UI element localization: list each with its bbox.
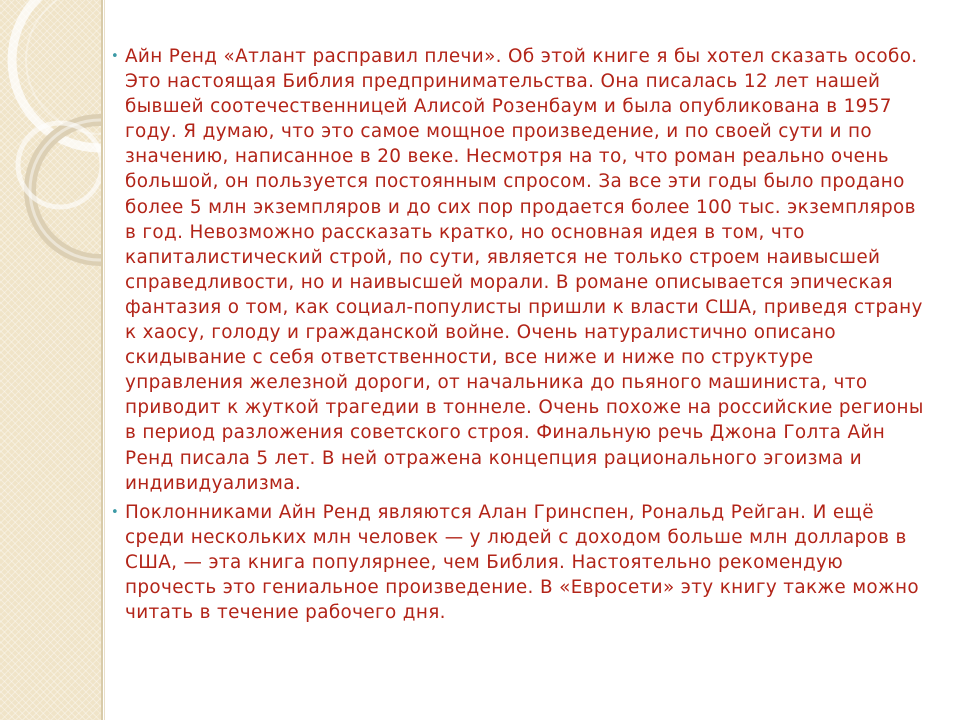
paragraph-text: Айн Ренд «Атлант расправил плечи». Об этой книге я бы хотел сказать особо. Это настоящая Библия предпринимательства. Она писалась 12 лет нашей бывшей соотечественницей Алисой Розенбаум и была опубликована в 1957 году. Я думаю, что это самое мощное произведение, и по своей сути и по значению, написанное в 20 веке. Несмотря на то, что роман реально очень большой, он пользуется постоянным спросом. За все эти годы было продано более 5 млн экземпляров и до сих пор продается более 100 тыс. экземпляров в год. Невозможно рассказать кратко, но основная идея в том, что капиталистический строй, по сути, является не только строем наивысшей справедливости, но и наивысшей морали. В романе описывается эпическая фантазия о том, как социал-популисты пришли к власти США, приведя страну к хаосу, голоду и гражданской войне. Очень натуралистично описано скидывание с себя ответственности, все ниже и ниже по структуре управления железной дороги, от начальника до пьяного машиниста, что приводит к жуткой трагедии в тоннеле. Очень похоже на российские регионы в период разложения советского строя. Финальную речь Джона Голта Айн Ренд писала 5 лет. В ней отражена концепция рационального эгоизма и индивидуализма. — [125, 46, 924, 494]
panel-divider — [101, 0, 103, 720]
decorative-rings — [0, 0, 101, 720]
paragraph-text: Поклонниками Айн Ренд являются Алан Гринспен, Рональд Рейган. И ещё среди нескольких млн человек — у людей с доходом больше млн долларов в США, — эта книга популярнее, чем Библия. Настоятельно рекомендую прочесть это гениальное произведение. В «Евросети» эту книгу также можно читать в течение рабочего дня. — [125, 501, 919, 624]
slide-body — [108, 44, 928, 629]
decorative-side-panel — [0, 0, 101, 720]
panel-divider-thin — [104, 0, 105, 720]
bullet-dot-icon: • — [111, 504, 120, 520]
bullet-paragraph-2 — [108, 500, 928, 625]
bullet-paragraph-1 — [108, 44, 928, 496]
bullet-dot-icon: • — [111, 49, 120, 64]
